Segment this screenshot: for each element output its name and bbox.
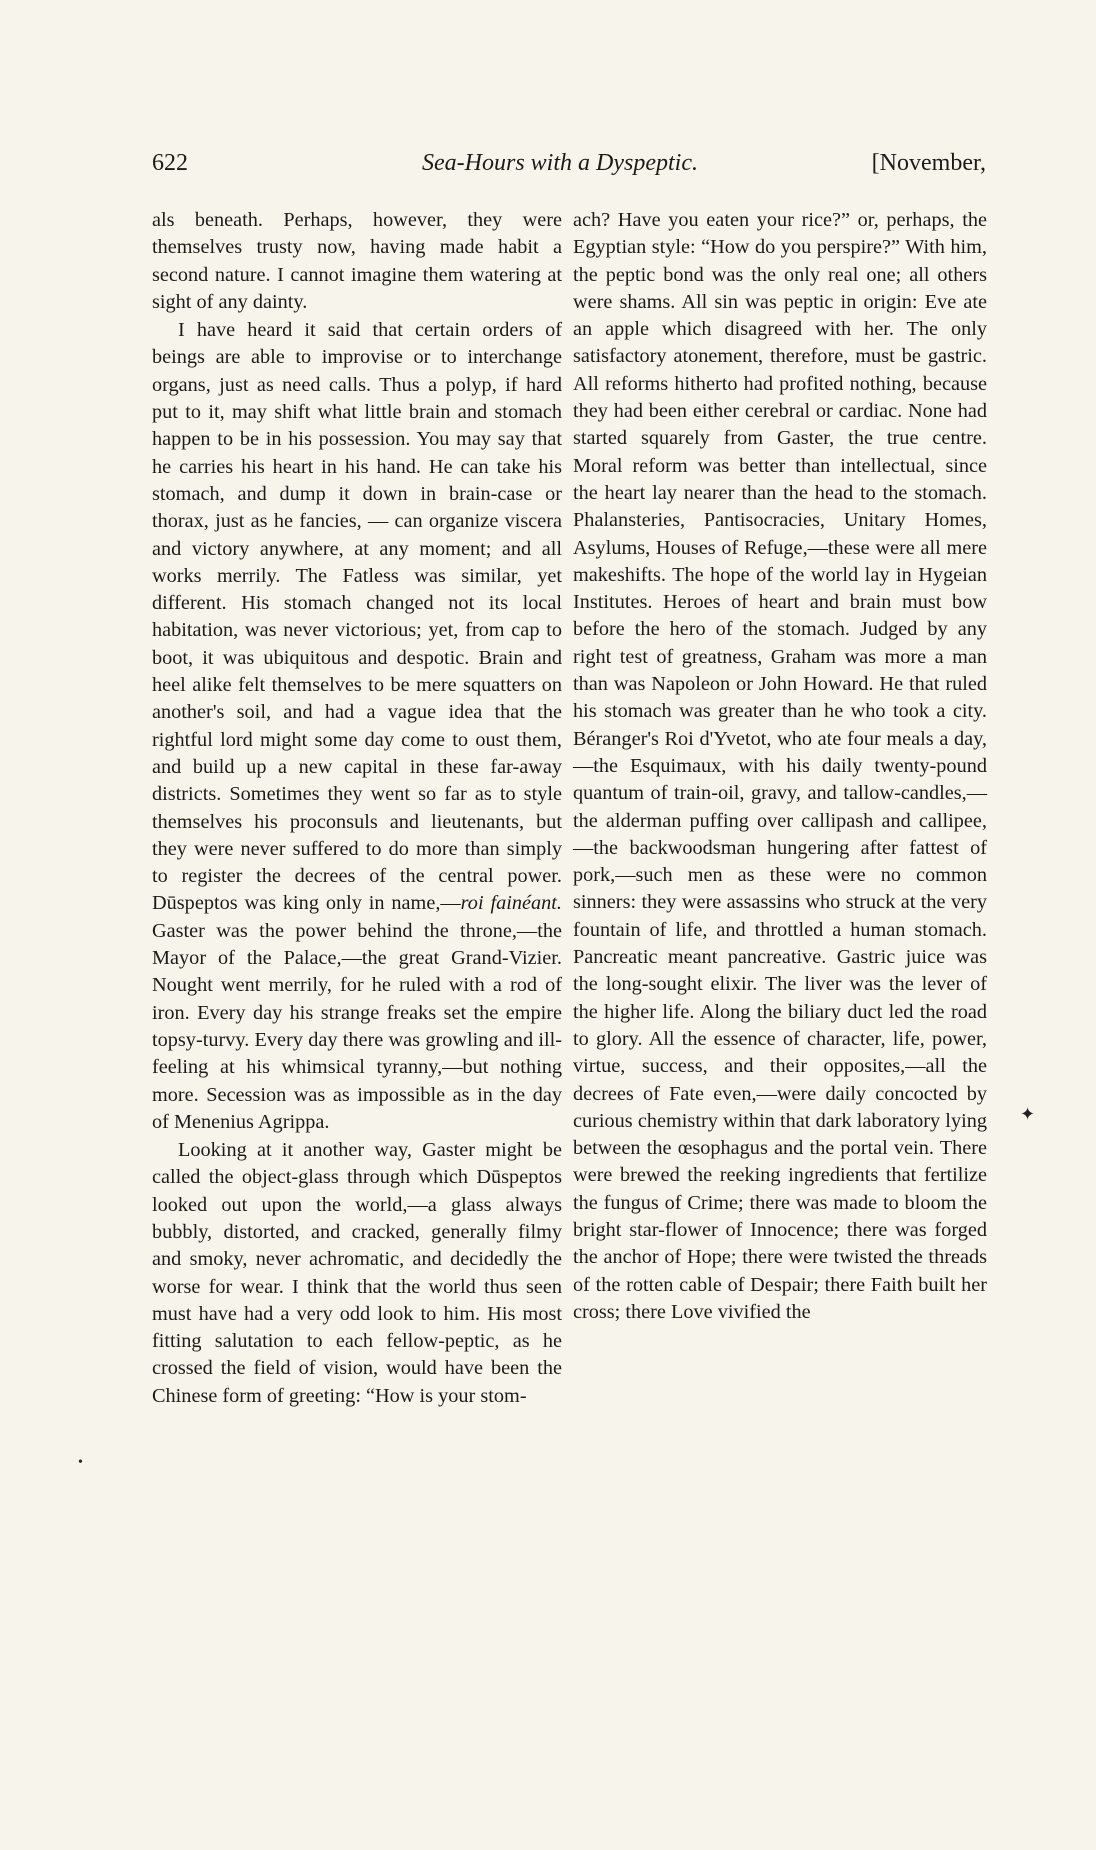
- ink-mark: ✦: [1020, 1104, 1036, 1124]
- running-title: Sea-Hours with a Dyspeptic.: [422, 150, 698, 176]
- left-column: [152, 207, 562, 1410]
- right-column: [573, 207, 987, 1326]
- paragraph-4: ach? Have you eaten your rice?” or, perhaps, the Egyptian style: “How do you perspire?” With him, the peptic bond was the only real one; all others were shams. All sin was peptic in origin: Eve ate an apple which disagreed with her. The only satisfactory atonement, therefore, must be gastric. All reforms hitherto had profited nothing, because they had been either cerebral or cardiac. None had started squarely from Gaster, the true centre. Moral reform was better than intellectual, since the heart lay nearer than the head to the stomach. Phalansteries, Pantisocracies, Unitary Homes, Asylums, Houses of Refuge,—these were all mere makeshifts. The hope of the world lay in Hygeian Institutes. Heroes of heart and brain must bow before the hero of the stomach. Judged by any right test of greatness, Graham was more a man than was Napoleon or John Howard. He that ruled his stomach was greater than he who took a city. Béranger's Roi d'Yvetot, who ate four meals a day,—the Esquimaux, with his daily twenty-pound quantum of train-oil, gravy, and tallow-candles,—the alderman puffing over callipash and callipee,—the backwoodsman hungering after fattest of pork,—such men as these were no common sinners: they were assassins who struck at the very fountain of life, and throttled a human stomach. Pancreatic meant pancreative. Gastric juice was the long-sought elixir. The liver was the lever of the higher life. Along the biliary duct led the road to glory. All the essence of character, life, power, virtue, success, and their opposites,—all the decrees of Fate even,—were daily concocted by curious chemistry within that dark laboratory lying between the œsophagus and the portal vein. There were brewed the reeking ingredients that fertilize the fungus of Crime; there was made to bloom the bright star-flower of Innocence; there was forged the anchor of Hope; there were twisted the threads of the rotten cable of Despair; there Faith built her cross; there Love vivified the: [573, 209, 987, 1323]
- ink-dot: •: [78, 1455, 83, 1470]
- paragraph-2-text: I have heard it said that certain orders of beings are able to improvise or to interchange organs, just as need calls. Thus a polyp, if hard put to it, may shift what little brain and stomach happen to be in his possession. You may say that he carries his heart in his hand. He can take his stomach, and dump it down in brain-case or thorax, just as he fancies, — can organize viscera and victory anywhere, at any moment; and all works merrily. The Fatless was similar, yet different. His stomach changed not its local habitation, was never victorious; yet, from cap to boot, it was ubiquitous and despotic. Brain and heel alike felt themselves to be mere squatters on another's soil, and had a vague idea that the rightful lord might some day come to oust them, and build up a new capital in these far-away districts. Sometimes they went so far as to style themselves his proconsuls and lieutenants, but they were never suffered to do more than simply to register the decrees of the central power. Dūspeptos was king only in name,—: [152, 319, 562, 915]
- paragraph-2-italic: roi fainéant.: [460, 892, 562, 915]
- page-number: 622: [152, 150, 188, 176]
- paragraph-3: Looking at it another way, Gaster might be called the object-glass through which Dūspeptos looked out upon the world,—a glass always bubbly, distorted, and cracked, generally filmy and smoky, never achromatic, and decidedly the worse for wear. I think that the world thus seen must have had a very odd look to him. His most fitting salutation to each fellow-peptic, as he crossed the field of vision, would have been the Chinese form of greeting: “How is your stom-: [152, 1139, 562, 1407]
- paragraph-2: [152, 317, 562, 1136]
- issue-month: [November,: [871, 150, 986, 176]
- running-header: [152, 150, 986, 190]
- paragraph-1: als beneath. Perhaps, however, they were themselves trusty now, having made habit a second nature. I cannot imagine them watering at sight of any dainty.: [152, 209, 562, 313]
- paragraph-2-end: Gaster was the power behind the throne,—the Mayor of the Palace,—the great Grand-Vizier. Nought went merrily, for he ruled with a rod of iron. Every day his strange freaks set the empire topsy-turvy. Every day there was growling and ill-feeling at his whimsical tyranny,—but nothing more. Secession was as impossible as in the day of Menenius Agrippa.: [152, 919, 562, 1133]
